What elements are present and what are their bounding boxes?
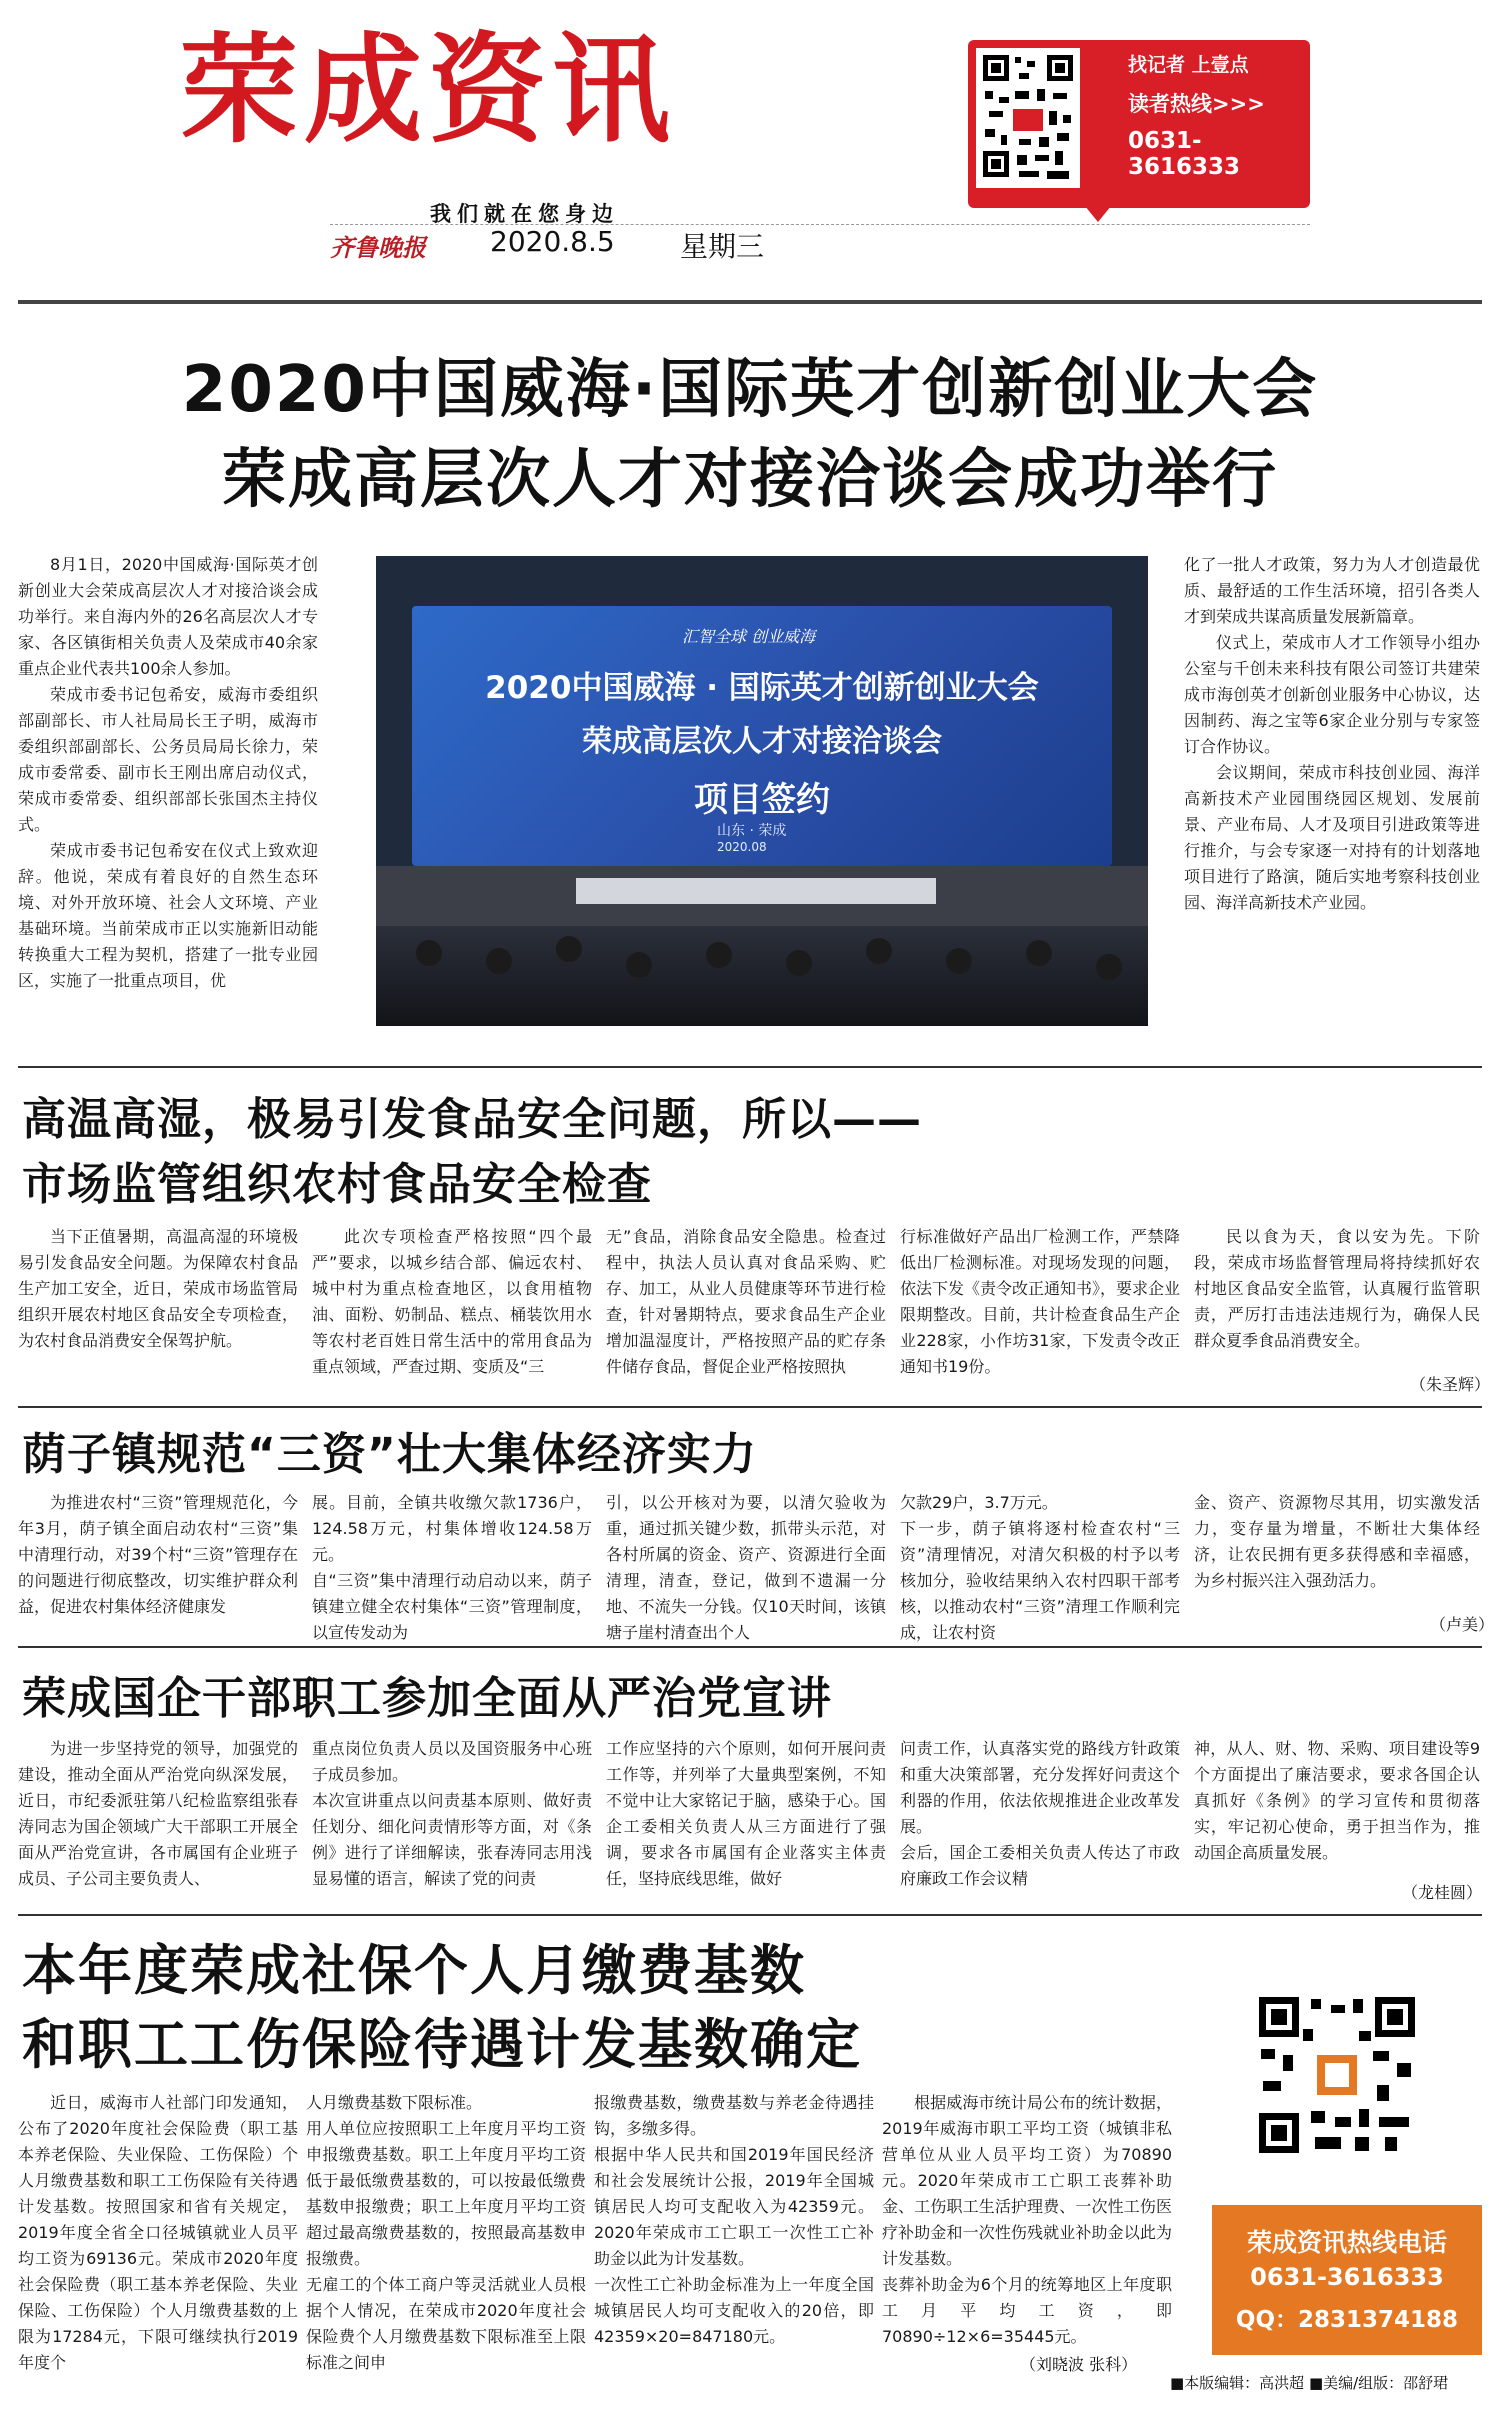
signing-table xyxy=(576,878,936,904)
info-box-phone[interactable]: 0631-3616333 xyxy=(1250,2263,1444,2291)
assets-title: 荫子镇规范“三资”壮大集体经济实力 xyxy=(22,1429,757,1480)
paragraph: 报缴费基数，缴费基数与养老金待遇挂钩，多缴多得。 根据中华人民共和国2019年国民经济和社会发展统计公报，2019年全国城镇居民人均可支配收入为42359元。2020年荣成市工亡职工一次性工亡补助金以此为计发基数。 一次性工亡补助金标准为上一年度全国城镇居民人均可支配收入的20倍，即42359×20=847180元。 xyxy=(594,2093,874,2346)
paragraph: 会议期间，荣成市科技创业园、海洋高新技术产业园围绕园区规划、发展前景、产业布局、人才及项目引进政策等进行推介，与会专家逐一对持有的计划落地项目进行了路演，随后实地考察科技创业园、海洋高新技术产业园。 xyxy=(1184,763,1480,912)
food-column-5 xyxy=(1194,1224,1480,1354)
food-column-4 xyxy=(900,1224,1180,1380)
food-signature: （朱圣辉） xyxy=(1410,1375,1491,1394)
masthead-rule xyxy=(330,224,1310,225)
qr-code-icon[interactable] xyxy=(1252,1990,1422,2160)
paragraph: 当下正值暑期，高温高湿的环境极易引发食品安全问题。为保障农村食品生产加工安全，近日，荣成市场监管局组织开展农村地区食品安全专项检查，为农村食品消费安全保驾护航。 xyxy=(18,1227,298,1350)
party-column-4 xyxy=(900,1736,1180,1892)
paragraph: 荣成市委书记包希安，威海市委组织部副部长、市人社局局长王子明，威海市委组织部副部长、公务员局局长徐力，荣成市委常委、副市长王刚出席启动仪式，荣成市委常委、组织部部长张国杰主持仪式。 xyxy=(18,685,318,834)
party-signature: （龙桂圆） xyxy=(1402,1883,1483,1902)
paragraph: 重点岗位负责人员以及国资服务中心班子成员参加。 本次宣讲重点以问责基本原则、做好责任划分、细化问责情形等方面，对《条例》进行了详细解读，张春涛同志用浅显易懂的语言，解读了党的问责 xyxy=(312,1739,592,1888)
speech-bubble-tail xyxy=(1080,200,1116,222)
lead-headline-1: 2020中国威海·国际英才创新创业大会 xyxy=(181,353,1319,427)
party-column-2 xyxy=(312,1736,592,1892)
screen-line-3: 项目签约 xyxy=(694,780,830,820)
screen-year: 2020.08 xyxy=(717,840,767,854)
section-divider xyxy=(18,1914,1482,1916)
section-divider xyxy=(18,1406,1482,1408)
social-column-1 xyxy=(18,2090,298,2376)
social-column-4 xyxy=(882,2090,1172,2350)
lead-headline-2: 荣成高层次人才对接洽谈会成功举行 xyxy=(222,443,1278,517)
social-title-1: 本年度荣成社保个人月缴费基数 xyxy=(22,1939,806,2002)
masthead-title: 荣成资讯 xyxy=(180,21,677,159)
paragraph: 8月1日，2020中国威海·国际英才创新创业大会荣成高层次人才对接洽谈会成功举行。来自海内外的26名高层次人才专家、各区镇街相关负责人及荣成市40余家重点企业代表共100余人参加。 xyxy=(18,555,318,678)
party-column-5 xyxy=(1194,1736,1480,1866)
assets-column-2 xyxy=(312,1490,592,1646)
paragraph: 根据威海市统计局公布的统计数据，2019年威海市职工平均工资（城镇非私营单位从业人员平均工资）为70890元。2020年荣成市工亡职工丧葬补助金、工伤职工生活护理费、一次性工伤医疗补助金和一次性伤残就业补助金以此为计发基数。 丧葬补助金为6个月的统筹地区上年度职工月平均工资，即70890÷12×6=35445元。 xyxy=(882,2093,1172,2346)
assets-column-1 xyxy=(18,1490,298,1620)
lead-right-column xyxy=(1184,552,1480,916)
paragraph: 金、资产、资源物尽其用，切实激发活力，变存量为增量，不断壮大集体经济，让农民拥有更多获得感和幸福感，为乡村振兴注入强劲活力。 xyxy=(1194,1493,1480,1590)
social-title-2: 和职工工伤保险待遇计发基数确定 xyxy=(22,2013,862,2076)
hotline-label: 读者热线>>> xyxy=(1128,92,1265,116)
screen-logo: 汇智全球 创业威海 xyxy=(682,627,816,646)
paragraph: 问责工作，认真落实党的路线方针政策和重大决策部署，充分发挥好问责这个利器的作用，依法依规推进企业改革发展。 会后，国企工委相关负责人传达了市政府廉政工作会议精 xyxy=(900,1739,1180,1888)
paragraph: 为进一步坚持党的领导，加强党的建设，推动全面从严治党向纵深发展，近日，市纪委派驻第八纪检监察组张春涛同志为国企领域广大干部职工开展全面从严治党宣讲，各市属国有企业班子成员、子公司主要负责人、 xyxy=(18,1739,298,1888)
masthead-slogan: 我们就在您身边 xyxy=(430,202,619,226)
paragraph: 行标准做好产品出厂检测工作，严禁降低出厂检测标准。对现场发现的问题，依法下发《责令改正通知书》，要求企业限期整改。目前，共计检查食品生产企业228家，小作坊31家，下发责令改正通知书19份。 xyxy=(900,1227,1181,1376)
info-box-title: 荣成资讯热线电话 xyxy=(1246,2228,1447,2257)
social-signature: （刘晓波 张科） xyxy=(1020,2355,1138,2374)
paragraph: 民以食为天，食以安为先。下阶段，荣成市场监督管理局将持续抓好农村地区食品安全监管，认真履行监管职责，严厉打击违法违规行为，确保人民群众夏季食品消费安全。 xyxy=(1194,1227,1480,1350)
editor-credits: ■本版编辑：高洪超 ■美编/组版：邵舒珺 xyxy=(1170,2374,1449,2392)
assets-signature: （卢美） xyxy=(1430,1615,1495,1634)
paragraph: 化了一批人才政策，努力为人才创造最优质、最舒适的工作生活环境，招引各类人才到荣成共谋高质量发展新篇章。 xyxy=(1184,555,1480,626)
party-title: 荣成国企干部职工参加全面从严治党宣讲 xyxy=(22,1673,832,1724)
hotline-phone[interactable]: 0631-3616333 xyxy=(1128,128,1241,180)
assets-column-3 xyxy=(606,1490,886,1646)
paragraph: 为推进农村“三资”管理规范化，今年3月，荫子镇全面启动农村“三资”集中清理行动，对39个村“三资”管理存在的问题进行彻底整改，切实维护群众利益，促进农村集体经济健康发 xyxy=(18,1493,298,1616)
assets-column-4 xyxy=(900,1490,1180,1646)
paragraph: 近日，威海市人社部门印发通知，公布了2020年度社会保险费（职工基本养老保险、失业保险、工伤保险）个人月缴费基数和职工工伤保险有关待遇计发基数。按照国家和省有关规定，2019年度全省全口径城镇就业人员平均工资为69136元。荣成市2020年度社会保险费（职工基本养老保险、失业保险、工伤保险）个人月缴费基数的上限为17284元，下限可继续执行2019年度个 xyxy=(18,2093,298,2372)
assets-column-5 xyxy=(1194,1490,1480,1594)
masthead-divider xyxy=(18,300,1482,304)
info-box-qq[interactable]: QQ：2831374188 xyxy=(1235,2307,1459,2333)
food-title-1: 高温高湿，极易引发食品安全问题，所以—— xyxy=(22,1094,922,1145)
screen-place: 山东 · 荣成 xyxy=(717,823,787,839)
stage-screen xyxy=(412,606,1112,866)
qr-code-icon[interactable] xyxy=(976,48,1080,188)
lead-left-column xyxy=(18,552,318,994)
paragraph: 此次专项检查严格按照“四个最严”要求，以城乡结合部、偏远农村、城中村为重点检查地区，以食用植物油、面粉、奶制品、糕点、桶装饮用水等农村老百姓日常生活中的常用食品为重点领域，严查过期、变质及“三 xyxy=(312,1227,592,1376)
paragraph: 引，以公开核对为要，以清欠验收为重，通过抓关键少数，抓带头示范，对各村所属的资金、资产、资源进行全面清理，清查，登记，做到不遗漏一分地、不流失一分钱。仅10天时间，该镇塘子崖村清查出个人 xyxy=(606,1493,886,1642)
paper-name: 齐鲁晚报 xyxy=(330,233,426,262)
paragraph: 仪式上，荣成市人才工作领导小组办公室与千创未来科技有限公司签订共建荣成市海创英才创新创业服务中心协议，达因制药、海之宝等6家企业分别与专家签订合作协议。 xyxy=(1184,633,1480,756)
paragraph: 神，从人、财、物、采购、项目建设等9个方面提出了廉洁要求，要求各国企认真抓好《条例》的学习宣传和贯彻落实，牢记初心使命，勇于担当作为，推动国企高质量发展。 xyxy=(1194,1739,1480,1862)
issue-date: 2020.8.5 xyxy=(490,225,615,258)
food-column-1 xyxy=(18,1224,298,1354)
paragraph: 人月缴费基数下限标准。 用人单位应按照职工上年度月平均工资申报缴费基数。职工上年度月平均工资低于最低缴费基数的，可以按最低缴费基数申报缴费；职工上年度月平均工资超过最高缴费基数的，按照最高基数申报缴费。 无雇工的个体工商户等灵活就业人员根据个人情况，在荣成市2020年度社会保险费个人月缴费基数下限标准至上限标准之间申 xyxy=(306,2093,586,2372)
section-divider xyxy=(18,1646,1482,1648)
signing-ceremony-photo xyxy=(376,556,1148,1026)
food-column-2 xyxy=(312,1224,592,1380)
audience xyxy=(376,926,1148,1026)
paragraph: 工作应坚持的六个原则，如何开展问责工作等，并列举了大量典型案例，不知不觉中让大家铭记于脑，感染于心。国企工委相关负责人从三方面进行了强调，要求各市属国有企业落实主体责任，坚持底线思维，做好 xyxy=(606,1739,886,1888)
issue-weekday: 星期三 xyxy=(680,230,765,263)
food-title-2: 市场监管组织农村食品安全检查 xyxy=(22,1159,652,1210)
food-column-3 xyxy=(606,1224,886,1380)
screen-line-2: 荣成高层次人才对接洽谈会 xyxy=(582,724,942,759)
paragraph: 荣成市委书记包希安在仪式上致欢迎辞。他说，荣成有着良好的自然生态环境、对外开放环境、社会人文环境、产业基础环境。当前荣成市正以实施新旧动能转换重大工程为契机，搭建了一批专业园区，实施了一批重点项目，优 xyxy=(18,841,318,990)
paragraph: 展。目前，全镇共收缴欠款1736户，124.58万元，村集体增收124.58万元。 自“三资”集中清理行动启动以来，荫子镇建立健全农村集体“三资”管理制度，以宣传发动为 xyxy=(312,1493,592,1642)
social-column-2 xyxy=(306,2090,586,2376)
hotline-tagline: 找记者 上壹点 xyxy=(1128,54,1249,76)
section-divider xyxy=(18,1066,1482,1068)
party-column-1 xyxy=(18,1736,298,1892)
party-column-3 xyxy=(606,1736,886,1892)
hotline-info-box xyxy=(1212,2205,1482,2355)
screen-line-1: 2020中国威海 · 国际英才创新创业大会 xyxy=(485,670,1039,706)
paragraph: 无”食品，消除食品安全隐患。检查过程中，执法人员认真对食品采购、贮存、加工，从业人员健康等环节进行检查，针对暑期特点，要求食品生产企业增加温湿度计，严格按照产品的贮存条件储存食品，督促企业严格按照执 xyxy=(606,1227,886,1376)
masthead xyxy=(0,0,1500,290)
hotline-banner xyxy=(968,40,1310,208)
social-column-3 xyxy=(594,2090,874,2350)
paragraph: 欠款29户，3.7万元。 下一步，荫子镇将逐村检查农村“三资”清理情况，对清欠积极的村予以考核加分，验收结果纳入农村四职干部考核，以推动农村“三资”清理工作顺利完成，让农村资 xyxy=(900,1493,1180,1642)
